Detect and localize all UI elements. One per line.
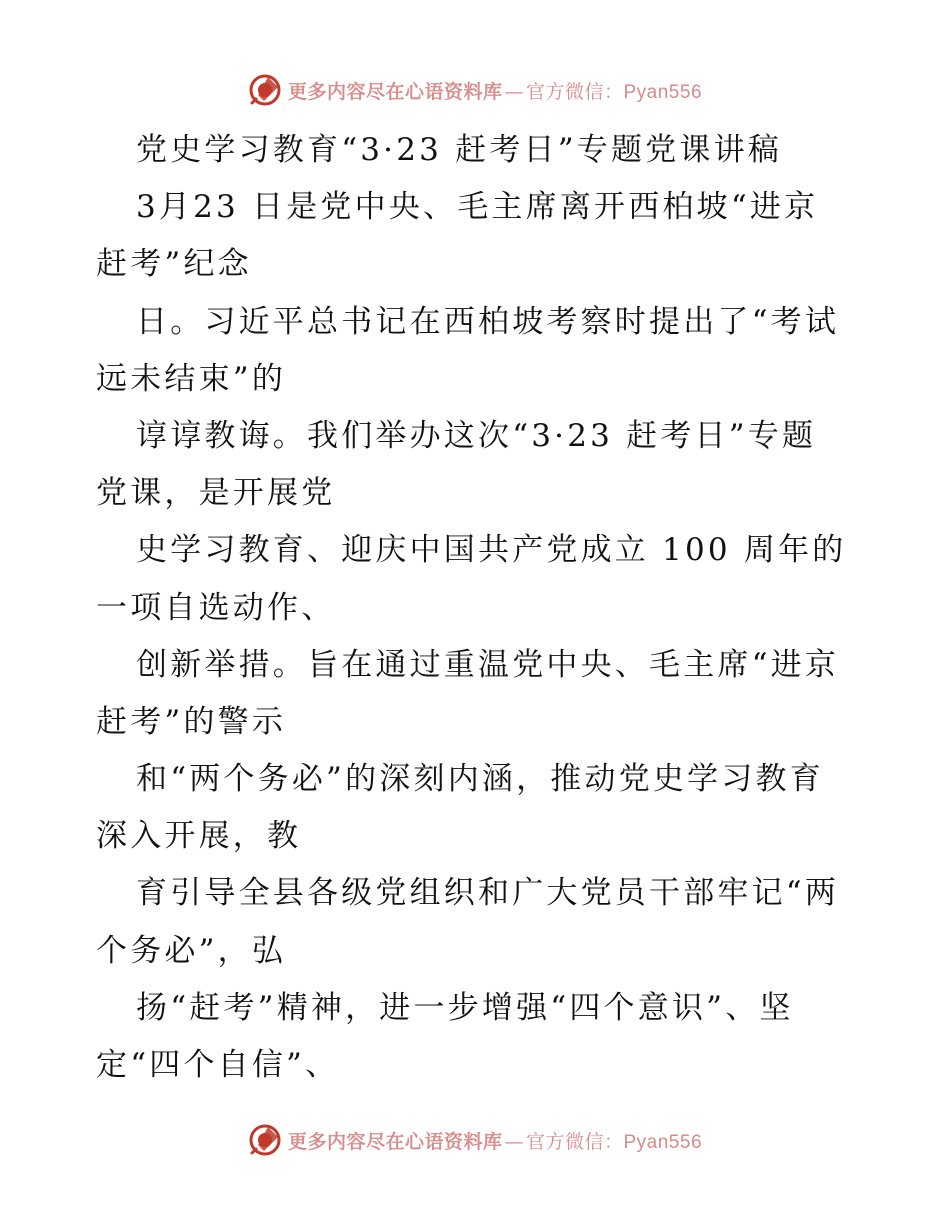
paragraph-line: 深入开展，教 <box>96 818 302 855</box>
paragraph-line: 扬“赶考”精神，进一步增强“四个意识”、坚 <box>136 989 794 1026</box>
watermark-official: 官方微信： <box>525 80 624 103</box>
watermark-main: 更多内容尽在心语资料库 <box>287 80 503 103</box>
paragraph-line: 日。习近平总书记在西柏坡考察时提出了“考试 <box>136 303 840 340</box>
watermark-official: 官方微信： <box>525 1130 624 1153</box>
watermark-text <box>288 1127 702 1154</box>
paragraph-line: 3月23 日是党中央、毛主席离开西柏坡“进京 <box>136 189 819 226</box>
pen-logo-icon <box>248 1123 282 1157</box>
document-title: 党史学习教育“3·23 赶考日”专题党课讲稿 <box>136 132 782 168</box>
watermark-wechat-id: Pyan556 <box>623 81 703 103</box>
paragraph-line: 和“两个务必”的深刻内涵，推动党史学习教育 <box>136 761 824 798</box>
paragraph-line: 史学习教育、迎庆中国共产党成立 100 周年的 <box>136 532 847 569</box>
paragraph-line: 个务必”，弘 <box>96 932 287 969</box>
watermark-footer <box>0 1120 950 1160</box>
watermark-text <box>288 77 702 104</box>
paragraph-line: 一项自选动作、 <box>96 589 336 626</box>
paragraph-line: 定“四个自信”、 <box>96 1047 340 1083</box>
paragraph-line: 赶考”纪念 <box>96 246 252 283</box>
paragraph-line: 育引导全县各级党组织和广大党员干部牢记“两 <box>136 875 840 912</box>
paragraph-line: 谆谆教诲。我们举办这次“3·23 赶考日”专题 <box>136 417 817 454</box>
pen-logo-icon <box>248 73 282 107</box>
paragraph-line: 党课，是开展党 <box>96 475 336 512</box>
watermark-separator: — <box>504 1130 524 1153</box>
watermark-wechat-id: Pyan556 <box>623 1131 703 1153</box>
watermark-main: 更多内容尽在心语资料库 <box>287 1130 503 1153</box>
paragraph-line: 远未结束”的 <box>96 360 287 397</box>
paragraph-line: 赶考”的警示 <box>96 703 287 740</box>
watermark-separator: — <box>504 80 524 103</box>
paragraph-line: 创新举措。旨在通过重温党中央、毛主席“进京 <box>136 646 840 683</box>
document-body <box>96 122 866 1094</box>
watermark-header <box>0 70 950 110</box>
